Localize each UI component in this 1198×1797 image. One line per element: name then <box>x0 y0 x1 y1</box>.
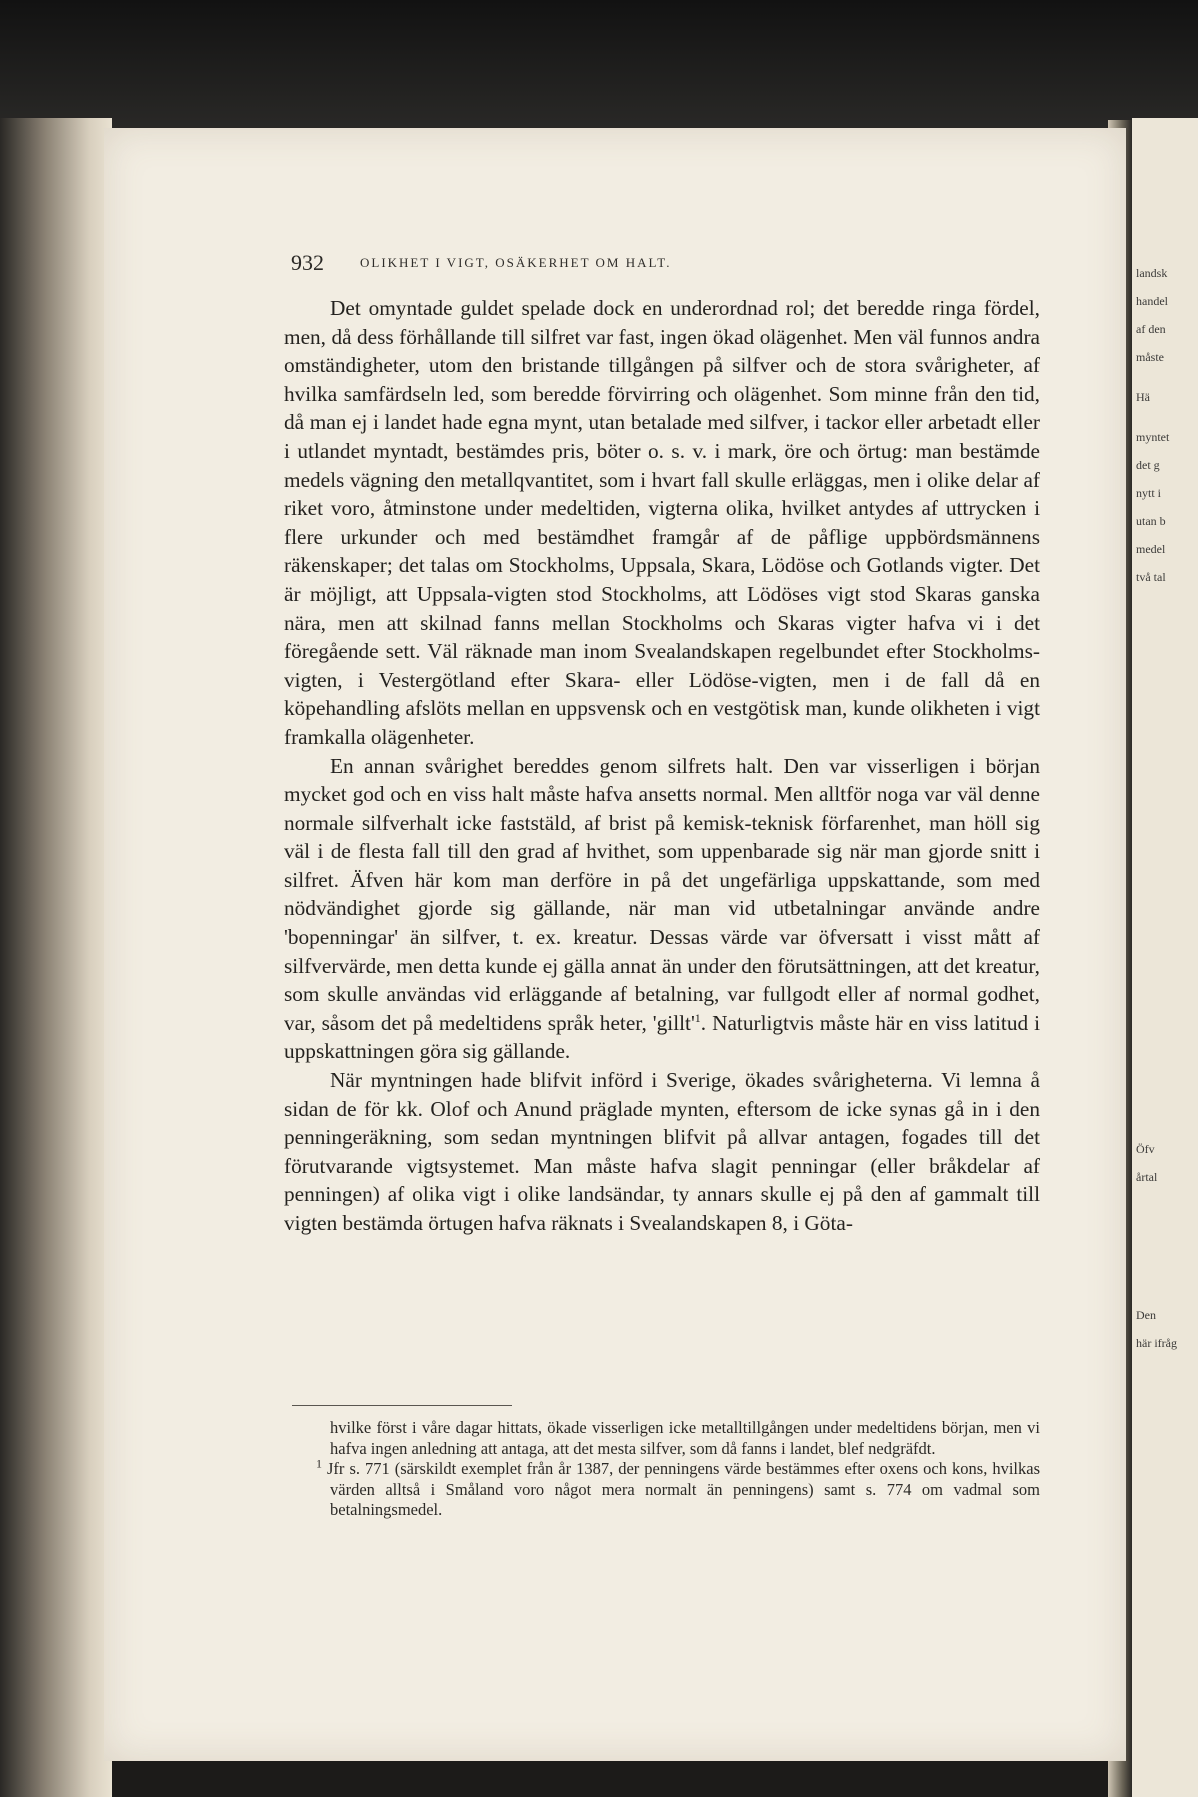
facing-page-text: landsk <box>1136 266 1168 280</box>
facing-page-text: Öfv <box>1136 1142 1155 1156</box>
footnote-text: Jfr s. 771 (särskildt exemplet från år 1387, der penningens värde bestämmes efter oxens och kons, hvilkas värden alltså i Småland voro något mera normalt än penningens) samt s. 774 om vadmal som betalningsmedel. <box>327 1459 1040 1519</box>
footnote <box>284 1456 1040 1521</box>
main-text <box>284 294 1040 1238</box>
facing-page-text: det g <box>1136 458 1160 472</box>
paragraph: När myntningen hade blifvit införd i Sverige, ökades svårigheterna. Vi lemna å sidan de för kk. Olof och Anund präglade mynten, eftersom de icke synas gå in i den penningeräkning, som sedan myntningen blifvit på allvar antagen, fogades till det förutvarande vigtsystemet. Man måste hafva slagit penningar (eller bråkdelar af penningen) af olika vigt i olike landsändar, ty annars skulle ej på den af gammalt till vigten bestämda örtugen hafva räknats i Svealandskapen 8, i Göta- <box>284 1068 1040 1235</box>
facing-page-text: måste <box>1136 350 1164 364</box>
facing-page-text: årtal <box>1136 1170 1158 1184</box>
footnotes <box>284 1418 1040 1521</box>
facing-page-fragment <box>1132 118 1198 1797</box>
footnote-marker: 1 <box>316 1456 322 1471</box>
facing-page-text: nytt i <box>1136 486 1162 500</box>
book-page-stack-left <box>0 118 112 1797</box>
facing-page-text: två tal <box>1136 570 1166 584</box>
paragraph: Det omyntade guldet spelade dock en underordnad rol; det beredde ringa fördel, men, då dess förhållande till silfret var fast, ingen ökad olägenhet. Men väl funnos andra omständigheter, utom den bristande tillgången på silfver och de stora svårigheter, af hvilka samfärdseln led, som beredde förvirring och olägenhet. Som minne från den tid, då man ej i landet hade egna mynt, utan betalade med silfver, i tackor eller arbetadt eller i utlandet myntadt, bestämdes pris, böter o. s. v. i mark, öre och örtug: man bestämde medels vägning den metallqvantitet, som i hvart fall skulle erläggas, men i olike delar af riket voro, åtminstone under medeltiden, vigterna olika, hvilket antydes af uttrycken i flere urkunder och med bestämdhet framgår af de påflige uppbördsmännens räkenskaper; det talas om Stockholms, Uppsala, Skara, Lödöse och Gotlands vigter. Det är möjligt, att Uppsala-vigten stod Stockholms, att Lödöses vigt stod Skaras ganska nära, men att skilnad fanns mellan Stockholms och Skaras vigter hafva vi i det föregående sett. Väl räknade man inom Svealandskapen regelbundet efter Stockholms-vigten, i Vestergötland efter Skara- eller Lödöse-vigten, men i de fall då en köpehandling afslöts mellan en uppsvensk och en vestgötisk man, kunde olikheten i vigt framkalla olägenheter. <box>284 296 1040 749</box>
running-head: OLIKHET I VIGT, OSÄKERHET OM HALT. <box>360 255 672 270</box>
footnote-continued: hvilke först i våre dagar hittats, ökade visserligen icke metalltillgången under medeltidens början, men vi hafva ingen anledning att antaga, att det mesta silfver, som då fanns i landet, blef nedgräfdt. <box>330 1418 1040 1458</box>
paragraph-text: En annan svårighet bereddes genom silfrets halt. Den var visserligen i början mycket god och en viss halt måste hafva ansetts normal. Men alltför noga var väl denne normale silfverhalt icke faststäld, af brist på kemisk-teknisk förfarenhet, man höll sig väl i de flesta fall till den grad af hvithet, som uppenbarade sig när man gjorde snitt i silfret. Äfven här kom man derföre in på det ungefärliga uppskattande, som med nödvändighet gjorde sig gällande, när man vid utbetalningar använde andre 'bopenningar' än silfver, t. ex. kreatur. Dessas värde var öfversatt i visst mått af silfvervärde, men detta kunde ej gälla annat än under den förutsättningen, att det kreatur, som skulle användas vid erläggande af betalning, var fullgodt eller af normal godhet, var, såsom det på medeltidens språk heter, 'gillt' <box>284 753 1040 1035</box>
page-number: 932 <box>291 250 324 275</box>
paragraph <box>284 752 1040 1067</box>
scan-background-top <box>0 0 1198 138</box>
facing-page-text: myntet <box>1136 430 1170 444</box>
footnote-rule <box>292 1405 512 1406</box>
paragraph-text: . Naturligtvis måste här en viss latitud i uppskattningen göra sig gällande. <box>284 1010 1041 1064</box>
page-header <box>0 250 1198 280</box>
footnote-reference: 1 <box>694 1010 701 1025</box>
facing-page-text: utan b <box>1136 514 1166 528</box>
facing-page-text: medel <box>1136 542 1166 556</box>
facing-page-text: här ifråg <box>1136 1336 1177 1350</box>
facing-page-text: handel <box>1136 294 1168 308</box>
facing-page-text: Den <box>1136 1308 1156 1322</box>
facing-page-text: af den <box>1136 322 1166 336</box>
facing-page-text: Hä <box>1136 390 1150 404</box>
